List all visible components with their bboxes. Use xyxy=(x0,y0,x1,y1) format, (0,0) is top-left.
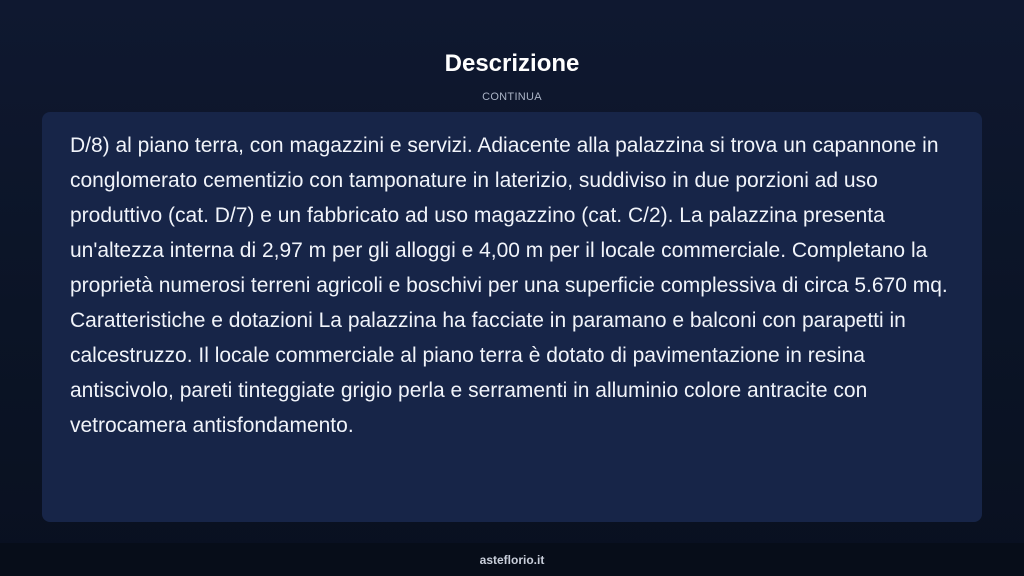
description-text: D/8) al piano terra, con magazzini e servizi. Adiacente alla palazzina si trova un capannone in conglomerato cementizio con tamponature in laterizio, suddiviso in due porzioni ad uso produttivo (cat. D/7) e un fabbricato ad uso magazzino (cat. C/2). La palazzina presenta un'altezza interna di 2,97 m per gli alloggi e 4,00 m per il locale commerciale. Completano la proprietà numerosi terreni agricoli e boschivi per una superficie complessiva di circa 5.670 mq. Caratteristiche e dotazioni La palazzina ha facciate in paramano e balconi con parapetti in calcestruzzo. Il locale commerciale al piano terra è dotato di pavimentazione in resina antiscivolo, pareti tinteggiate grigio perla e serramenti in alluminio colore antracite con vetrocamera antisfondamento. xyxy=(70,134,948,437)
footer-bar xyxy=(0,543,1024,576)
site-name: asteflorio.it xyxy=(479,553,545,567)
description-card xyxy=(42,112,982,522)
page-title: Descrizione xyxy=(444,50,580,77)
continue-label: CONTINUA xyxy=(482,91,542,103)
